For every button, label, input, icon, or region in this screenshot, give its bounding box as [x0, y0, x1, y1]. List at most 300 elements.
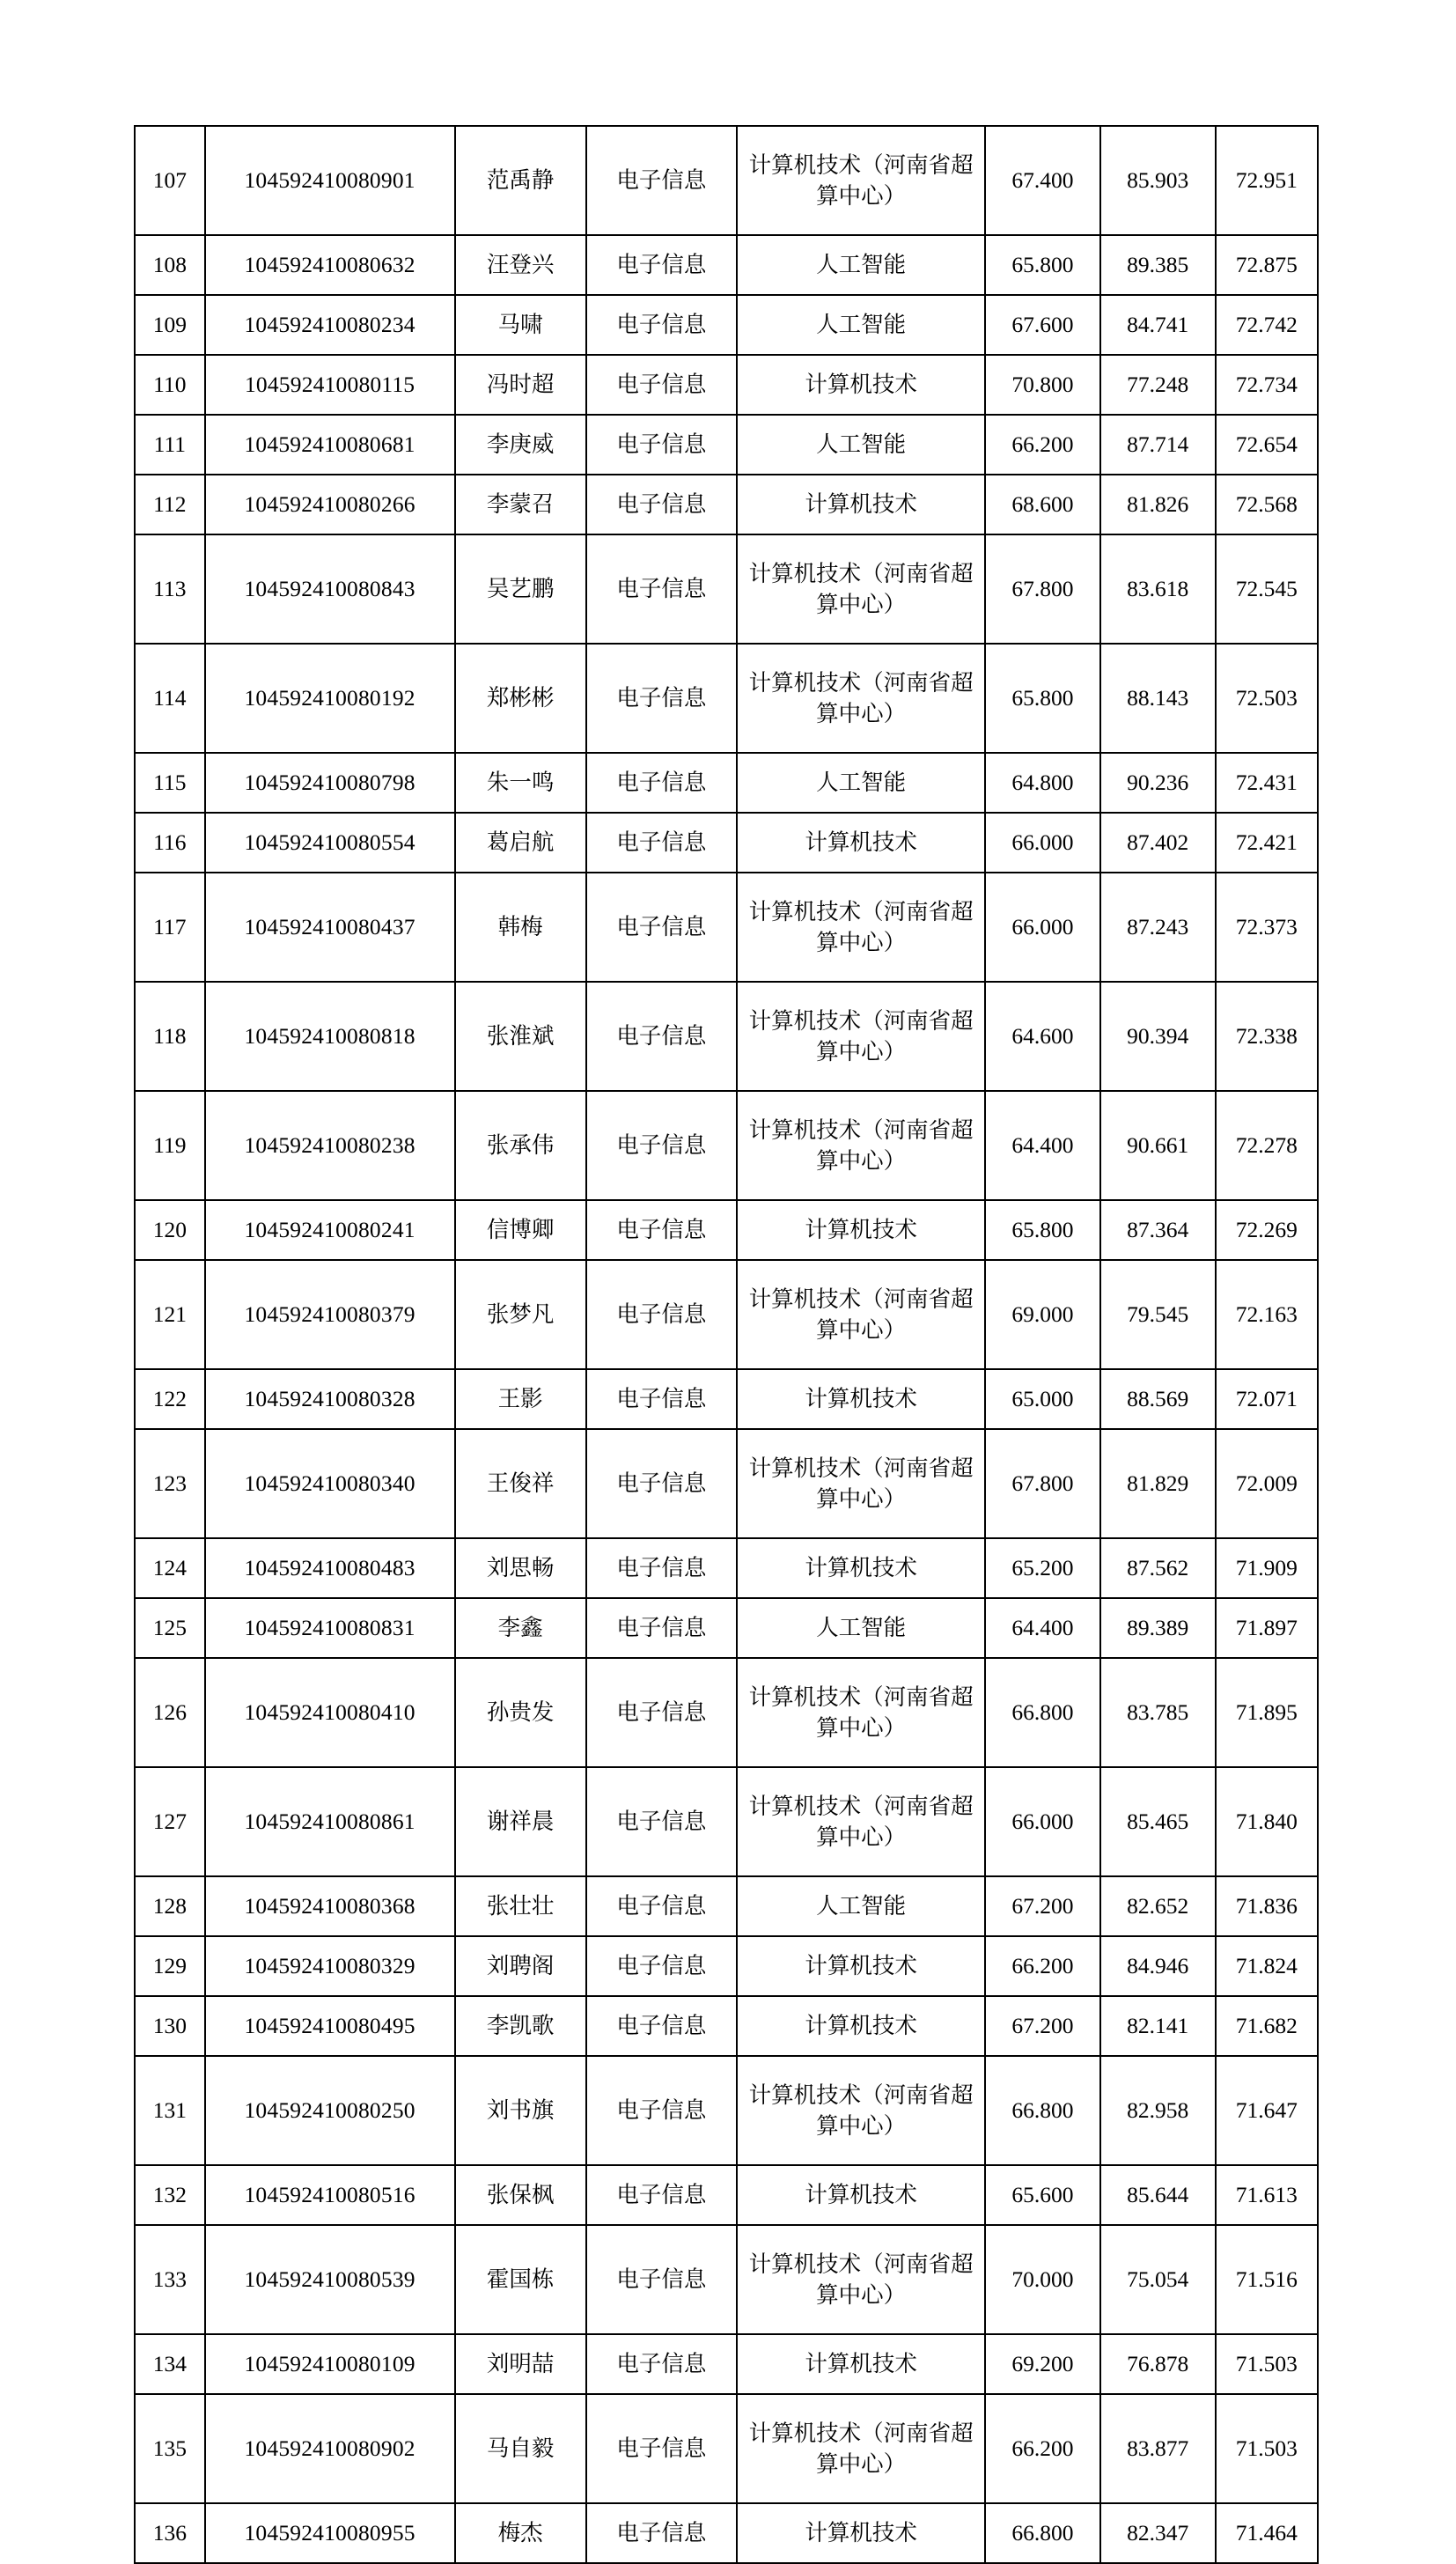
second-score-cell-text: 82.141: [1127, 2013, 1189, 2039]
field-cell: [586, 1429, 738, 1538]
major-cell: [737, 873, 985, 982]
major-cell-text: 计算机技术: [805, 1953, 917, 1979]
total-score-cell-text: 72.421: [1235, 829, 1298, 856]
table-row: [135, 1091, 1318, 1200]
second-score-cell: [1100, 1767, 1216, 1876]
candidate-id-cell-text: 104592410080831: [244, 1615, 415, 1641]
major-cell-text: 计算机技术（河南省超算中心）: [748, 560, 974, 617]
table-row: [135, 1200, 1318, 1260]
major-cell: [737, 415, 985, 475]
field-cell: [586, 873, 738, 982]
candidate-name-cell: [455, 1538, 586, 1598]
second-score-cell-text: 87.562: [1127, 1555, 1189, 1581]
field-cell-text: 电子信息: [616, 2435, 707, 2462]
second-score-cell-text: 82.652: [1127, 1893, 1189, 1919]
first-score-cell: [985, 355, 1100, 415]
rank-cell: [135, 2056, 205, 2165]
first-score-cell-text: 65.800: [1011, 685, 1074, 711]
table-body: [135, 126, 1318, 2563]
second-score-cell: [1100, 1598, 1216, 1658]
total-score-cell-text: 71.840: [1235, 1809, 1298, 1835]
total-score-cell: [1216, 475, 1318, 534]
total-score-cell: [1216, 1767, 1318, 1876]
first-score-cell-text: 66.800: [1011, 2520, 1074, 2546]
rank-cell-text: 126: [152, 1699, 187, 1726]
total-score-cell: [1216, 2394, 1318, 2503]
first-score-cell: [985, 813, 1100, 873]
candidate-id-cell: [205, 2503, 455, 2563]
total-score-cell: [1216, 753, 1318, 813]
field-cell: [586, 2334, 738, 2394]
total-score-cell-text: 71.503: [1235, 2351, 1298, 2377]
first-score-cell: [985, 2334, 1100, 2394]
candidate-name-cell: [455, 813, 586, 873]
second-score-cell-text: 81.829: [1127, 1470, 1189, 1497]
rank-cell-text: 115: [153, 770, 187, 796]
second-score-cell-text: 77.248: [1127, 372, 1189, 398]
candidate-name-cell: [455, 475, 586, 534]
major-cell-text: 计算机技术: [805, 1386, 917, 1412]
first-score-cell: [985, 2056, 1100, 2165]
rank-cell-text: 136: [152, 2520, 187, 2546]
total-score-cell: [1216, 2503, 1318, 2563]
table-row: [135, 644, 1318, 753]
rank-cell: [135, 2503, 205, 2563]
first-score-cell-text: 66.000: [1011, 829, 1074, 856]
second-score-cell: [1100, 126, 1216, 235]
candidate-id-cell: [205, 1598, 455, 1658]
candidate-id-cell-text: 104592410080241: [244, 1217, 415, 1243]
candidate-name-cell: [455, 1598, 586, 1658]
second-score-cell: [1100, 813, 1216, 873]
table-row: [135, 475, 1318, 534]
first-score-cell: [985, 1200, 1100, 1260]
rank-cell: [135, 295, 205, 355]
total-score-cell: [1216, 1876, 1318, 1936]
major-cell-text: 人工智能: [816, 770, 907, 796]
candidate-id-cell-text: 104592410080250: [244, 2097, 415, 2124]
first-score-cell: [985, 753, 1100, 813]
second-score-cell-text: 81.826: [1127, 491, 1189, 518]
major-cell: [737, 355, 985, 415]
table-row: [135, 2334, 1318, 2394]
second-score-cell: [1100, 2394, 1216, 2503]
total-score-cell-text: 71.464: [1235, 2520, 1298, 2546]
major-cell-text: 人工智能: [816, 1615, 907, 1641]
candidate-name-cell: [455, 753, 586, 813]
field-cell-text: 电子信息: [616, 576, 707, 602]
candidate-id-cell: [205, 475, 455, 534]
major-cell-text: 计算机技术（河南省超算中心）: [748, 1007, 974, 1065]
major-cell: [737, 534, 985, 644]
second-score-cell: [1100, 982, 1216, 1091]
total-score-cell-text: 72.009: [1235, 1470, 1298, 1497]
candidate-name-cell: [455, 235, 586, 295]
candidate-id-cell-text: 104592410080902: [244, 2435, 415, 2462]
candidate-id-cell-text: 104592410080234: [244, 312, 415, 338]
field-cell-text: 电子信息: [616, 431, 707, 458]
rank-cell-text: 127: [152, 1809, 187, 1835]
field-cell: [586, 1936, 738, 1996]
total-score-cell-text: 72.278: [1235, 1132, 1298, 1159]
second-score-cell: [1100, 355, 1216, 415]
candidate-id-cell-text: 104592410080539: [244, 2266, 415, 2293]
second-score-cell: [1100, 2503, 1216, 2563]
rank-cell-text: 125: [152, 1615, 187, 1641]
major-cell: [737, 2394, 985, 2503]
second-score-cell: [1100, 1936, 1216, 1996]
total-score-cell-text: 71.503: [1235, 2435, 1298, 2462]
second-score-cell-text: 83.618: [1127, 576, 1189, 602]
first-score-cell-text: 68.600: [1011, 491, 1074, 518]
field-cell: [586, 1876, 738, 1936]
total-score-cell-text: 71.647: [1235, 2097, 1298, 2124]
second-score-cell: [1100, 1658, 1216, 1767]
second-score-cell-text: 85.465: [1127, 1809, 1189, 1835]
first-score-cell: [985, 235, 1100, 295]
field-cell-text: 电子信息: [616, 1470, 707, 1497]
candidate-name-cell: [455, 982, 586, 1091]
candidate-name-cell-text: 汪登兴: [486, 252, 555, 278]
major-cell-text: 计算机技术（河南省超算中心）: [748, 2251, 974, 2308]
table-row: [135, 1876, 1318, 1936]
rank-cell-text: 135: [152, 2435, 187, 2462]
second-score-cell-text: 83.785: [1127, 1699, 1189, 1726]
candidate-id-cell-text: 104592410080632: [244, 252, 415, 278]
major-cell: [737, 2056, 985, 2165]
admission-score-table: [134, 125, 1319, 2564]
total-score-cell-text: 71.682: [1235, 2013, 1298, 2039]
candidate-id-cell-text: 104592410080115: [244, 372, 415, 398]
field-cell-text: 电子信息: [616, 2013, 707, 2039]
candidate-name-cell: [455, 2503, 586, 2563]
major-cell-text: 人工智能: [816, 312, 907, 338]
candidate-id-cell-text: 104592410080483: [244, 1555, 415, 1581]
total-score-cell: [1216, 813, 1318, 873]
second-score-cell-text: 90.394: [1127, 1023, 1189, 1050]
field-cell-text: 电子信息: [616, 1699, 707, 1726]
first-score-cell-text: 67.200: [1011, 1893, 1074, 1919]
rank-cell-text: 132: [152, 2182, 187, 2208]
table-row: [135, 2225, 1318, 2334]
major-cell: [737, 982, 985, 1091]
candidate-name-cell: [455, 1658, 586, 1767]
field-cell: [586, 1091, 738, 1200]
first-score-cell: [985, 534, 1100, 644]
candidate-name-cell: [455, 1369, 586, 1429]
first-score-cell: [985, 1091, 1100, 1200]
table-row: [135, 415, 1318, 475]
field-cell-text: 电子信息: [616, 914, 707, 940]
field-cell: [586, 126, 738, 235]
candidate-name-cell-text: 王俊祥: [486, 1470, 555, 1497]
candidate-name-cell-text: 吴艺鹏: [486, 576, 555, 602]
field-cell: [586, 753, 738, 813]
second-score-cell: [1100, 753, 1216, 813]
major-cell: [737, 1200, 985, 1260]
major-cell-text: 计算机技术: [805, 2520, 917, 2546]
rank-cell-text: 109: [152, 312, 187, 338]
total-score-cell-text: 71.895: [1235, 1699, 1298, 1726]
second-score-cell: [1100, 1091, 1216, 1200]
rank-cell-text: 134: [152, 2351, 187, 2377]
second-score-cell-text: 79.545: [1127, 1301, 1189, 1328]
candidate-id-cell: [205, 1369, 455, 1429]
second-score-cell: [1100, 2056, 1216, 2165]
total-score-cell: [1216, 1369, 1318, 1429]
total-score-cell: [1216, 2056, 1318, 2165]
table-row: [135, 355, 1318, 415]
candidate-id-cell: [205, 534, 455, 644]
candidate-id-cell: [205, 415, 455, 475]
rank-cell: [135, 1429, 205, 1538]
candidate-id-cell-text: 104592410080843: [244, 576, 415, 602]
total-score-cell: [1216, 2334, 1318, 2394]
total-score-cell: [1216, 1429, 1318, 1538]
total-score-cell: [1216, 1936, 1318, 1996]
candidate-id-cell: [205, 1429, 455, 1538]
first-score-cell-text: 69.200: [1011, 2351, 1074, 2377]
candidate-name-cell-text: 刘思畅: [486, 1555, 555, 1581]
first-score-cell-text: 65.800: [1011, 1217, 1074, 1243]
candidate-name-cell-text: 张保枫: [486, 2182, 555, 2208]
total-score-cell: [1216, 873, 1318, 982]
candidate-id-cell: [205, 1996, 455, 2056]
table-row: [135, 1658, 1318, 1767]
candidate-id-cell-text: 104592410080861: [244, 1809, 415, 1835]
rank-cell: [135, 1767, 205, 1876]
major-cell: [737, 644, 985, 753]
candidate-name-cell: [455, 2165, 586, 2225]
rank-cell-text: 120: [152, 1217, 187, 1243]
table-row: [135, 1767, 1318, 1876]
candidate-id-cell-text: 104592410080328: [244, 1386, 415, 1412]
first-score-cell: [985, 2165, 1100, 2225]
table-row: [135, 1936, 1318, 1996]
candidate-id-cell: [205, 1936, 455, 1996]
first-score-cell-text: 66.200: [1011, 431, 1074, 458]
candidate-id-cell: [205, 235, 455, 295]
field-cell: [586, 2056, 738, 2165]
candidate-id-cell-text: 104592410080554: [244, 829, 415, 856]
field-cell-text: 电子信息: [616, 252, 707, 278]
first-score-cell: [985, 1598, 1100, 1658]
rank-cell: [135, 1996, 205, 2056]
major-cell-text: 计算机技术: [805, 1217, 917, 1243]
rank-cell: [135, 1538, 205, 1598]
candidate-id-cell: [205, 2225, 455, 2334]
field-cell-text: 电子信息: [616, 2351, 707, 2377]
table-row: [135, 1429, 1318, 1538]
rank-cell-text: 123: [152, 1470, 187, 1497]
candidate-id-cell-text: 104592410080437: [244, 914, 415, 940]
rank-cell: [135, 534, 205, 644]
candidate-name-cell-text: 张壮壮: [486, 1893, 555, 1919]
first-score-cell: [985, 1936, 1100, 1996]
candidate-id-cell: [205, 1091, 455, 1200]
major-cell-text: 计算机技术（河南省超算中心）: [748, 151, 974, 209]
field-cell-text: 电子信息: [616, 829, 707, 856]
rank-cell-text: 118: [153, 1023, 187, 1050]
total-score-cell-text: 72.875: [1235, 252, 1298, 278]
total-score-cell-text: 72.269: [1235, 1217, 1298, 1243]
field-cell: [586, 355, 738, 415]
candidate-name-cell: [455, 644, 586, 753]
major-cell-text: 计算机技术: [805, 829, 917, 856]
total-score-cell-text: 72.503: [1235, 685, 1298, 711]
field-cell-text: 电子信息: [616, 2097, 707, 2124]
rank-cell-text: 110: [153, 372, 187, 398]
field-cell: [586, 982, 738, 1091]
rank-cell: [135, 1260, 205, 1369]
field-cell-text: 电子信息: [616, 2266, 707, 2293]
table-row: [135, 2394, 1318, 2503]
candidate-id-cell: [205, 1260, 455, 1369]
major-cell: [737, 1429, 985, 1538]
first-score-cell: [985, 1538, 1100, 1598]
rank-cell-text: 131: [152, 2097, 187, 2124]
candidate-id-cell: [205, 355, 455, 415]
rank-cell: [135, 1091, 205, 1200]
first-score-cell: [985, 982, 1100, 1091]
second-score-cell-text: 76.878: [1127, 2351, 1189, 2377]
candidate-name-cell: [455, 2334, 586, 2394]
total-score-cell: [1216, 982, 1318, 1091]
total-score-cell: [1216, 2225, 1318, 2334]
table-row: [135, 2503, 1318, 2563]
total-score-cell: [1216, 126, 1318, 235]
table-row: [135, 295, 1318, 355]
second-score-cell-text: 83.877: [1127, 2435, 1189, 2462]
candidate-id-cell-text: 104592410080329: [244, 1953, 415, 1979]
candidate-id-cell: [205, 1767, 455, 1876]
candidate-name-cell-text: 刘明喆: [486, 2351, 555, 2377]
candidate-name-cell: [455, 873, 586, 982]
candidate-name-cell: [455, 1260, 586, 1369]
major-cell-text: 计算机技术（河南省超算中心）: [748, 1116, 974, 1174]
rank-cell: [135, 415, 205, 475]
rank-cell: [135, 2225, 205, 2334]
first-score-cell-text: 64.400: [1011, 1615, 1074, 1641]
rank-cell: [135, 982, 205, 1091]
first-score-cell-text: 67.800: [1011, 1470, 1074, 1497]
candidate-name-cell-text: 朱一鸣: [486, 770, 555, 796]
total-score-cell-text: 72.568: [1235, 491, 1298, 518]
candidate-name-cell: [455, 1996, 586, 2056]
rank-cell: [135, 1598, 205, 1658]
total-score-cell: [1216, 2165, 1318, 2225]
field-cell-text: 电子信息: [616, 312, 707, 338]
total-score-cell-text: 72.654: [1235, 431, 1298, 458]
major-cell-text: 计算机技术: [805, 2013, 917, 2039]
major-cell-text: 计算机技术（河南省超算中心）: [748, 669, 974, 726]
major-cell-text: 计算机技术: [805, 1555, 917, 1581]
first-score-cell: [985, 644, 1100, 753]
first-score-cell: [985, 295, 1100, 355]
first-score-cell: [985, 1996, 1100, 2056]
first-score-cell-text: 69.000: [1011, 1301, 1074, 1328]
candidate-id-cell: [205, 644, 455, 753]
total-score-cell-text: 72.163: [1235, 1301, 1298, 1328]
candidate-name-cell-text: 梅杰: [497, 2520, 543, 2546]
field-cell-text: 电子信息: [616, 1023, 707, 1050]
field-cell: [586, 1200, 738, 1260]
major-cell: [737, 1658, 985, 1767]
major-cell: [737, 2225, 985, 2334]
rank-cell: [135, 1200, 205, 1260]
field-cell: [586, 1260, 738, 1369]
major-cell: [737, 2503, 985, 2563]
second-score-cell-text: 87.243: [1127, 914, 1189, 940]
candidate-id-cell-text: 104592410080368: [244, 1893, 415, 1919]
total-score-cell-text: 71.897: [1235, 1615, 1298, 1641]
candidate-name-cell: [455, 1429, 586, 1538]
candidate-id-cell: [205, 753, 455, 813]
rank-cell: [135, 1936, 205, 1996]
major-cell-text: 计算机技术（河南省超算中心）: [748, 898, 974, 955]
second-score-cell: [1100, 415, 1216, 475]
table-row: [135, 1369, 1318, 1429]
first-score-cell: [985, 873, 1100, 982]
candidate-name-cell-text: 郑彬彬: [486, 685, 555, 711]
major-cell-text: 计算机技术（河南省超算中心）: [748, 2081, 974, 2139]
candidate-name-cell: [455, 415, 586, 475]
major-cell: [737, 1936, 985, 1996]
candidate-id-cell-text: 104592410080901: [244, 167, 415, 194]
major-cell: [737, 1091, 985, 1200]
major-cell: [737, 1369, 985, 1429]
total-score-cell-text: 72.734: [1235, 372, 1298, 398]
rank-cell-text: 111: [153, 431, 186, 458]
candidate-id-cell: [205, 126, 455, 235]
candidate-name-cell-text: 马啸: [497, 312, 543, 338]
major-cell: [737, 1538, 985, 1598]
first-score-cell-text: 65.600: [1011, 2182, 1074, 2208]
rank-cell-text: 121: [152, 1301, 187, 1328]
candidate-name-cell-text: 孙贵发: [486, 1699, 555, 1726]
first-score-cell: [985, 2394, 1100, 2503]
rank-cell: [135, 813, 205, 873]
field-cell: [586, 2165, 738, 2225]
candidate-name-cell-text: 范禹静: [486, 167, 555, 194]
total-score-cell: [1216, 1260, 1318, 1369]
second-score-cell-text: 85.644: [1127, 2182, 1189, 2208]
table-row: [135, 982, 1318, 1091]
candidate-name-cell: [455, 2394, 586, 2503]
candidate-name-cell-text: 韩梅: [497, 914, 543, 940]
major-cell: [737, 1767, 985, 1876]
candidate-name-cell: [455, 1876, 586, 1936]
first-score-cell-text: 67.600: [1011, 312, 1074, 338]
field-cell-text: 电子信息: [616, 770, 707, 796]
candidate-id-cell-text: 104592410080109: [244, 2351, 415, 2377]
candidate-id-cell-text: 104592410080266: [244, 491, 415, 518]
first-score-cell-text: 70.800: [1011, 372, 1074, 398]
rank-cell: [135, 1369, 205, 1429]
second-score-cell: [1100, 1429, 1216, 1538]
candidate-name-cell-text: 王影: [497, 1386, 543, 1412]
table-row: [135, 1996, 1318, 2056]
field-cell: [586, 1658, 738, 1767]
major-cell-text: 计算机技术（河南省超算中心）: [748, 1684, 974, 1741]
field-cell-text: 电子信息: [616, 372, 707, 398]
total-score-cell-text: 71.613: [1235, 2182, 1298, 2208]
major-cell-text: 计算机技术: [805, 372, 917, 398]
table-row: [135, 753, 1318, 813]
candidate-name-cell-text: 李庚威: [486, 431, 555, 458]
candidate-name-cell-text: 李鑫: [497, 1615, 543, 1641]
field-cell-text: 电子信息: [616, 1809, 707, 1835]
